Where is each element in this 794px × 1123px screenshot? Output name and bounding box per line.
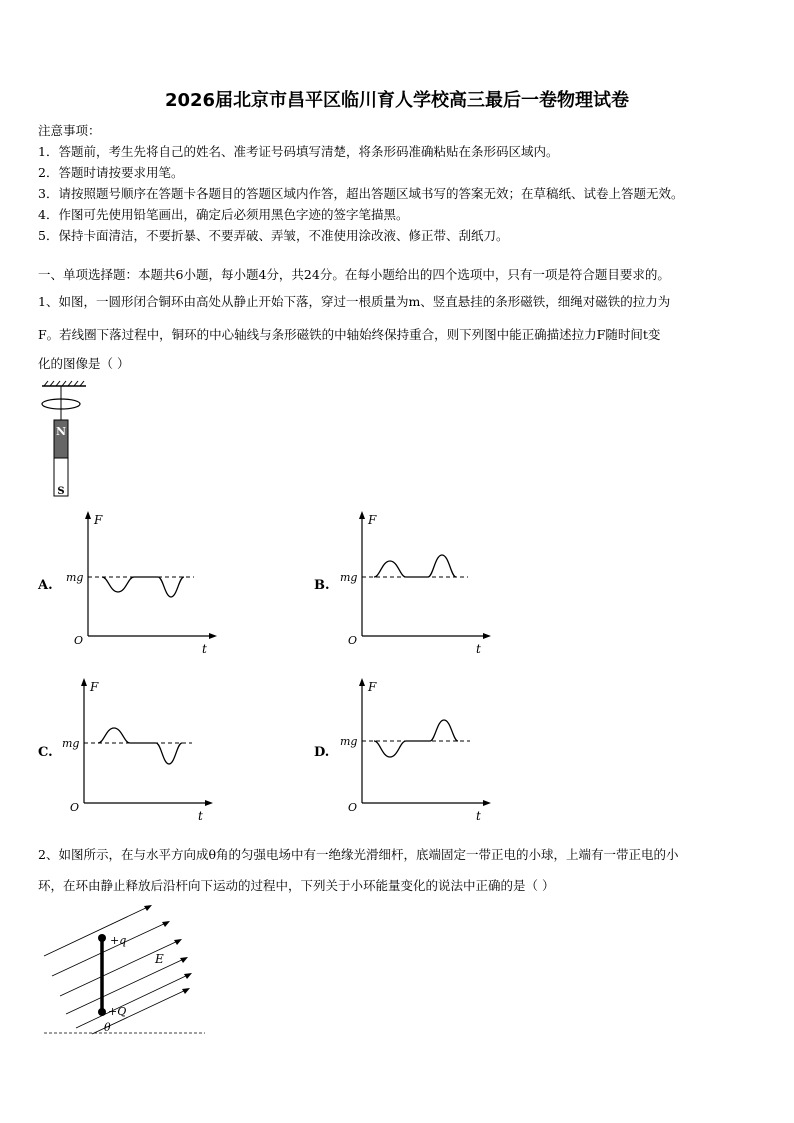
graph-a bbox=[62, 508, 222, 658]
q1-line-3: 化的图像是（ ） bbox=[38, 356, 130, 371]
q2-line-1: 2、如图所示，在与水平方向成θ角的匀强电场中有一绝缘光滑细杆，底端固定一带正电的小球，上端有一带正电的小 bbox=[38, 847, 679, 862]
q1-line-2: F。若线圈下落过程中，铜环的中心轴线与条形磁铁的中轴始终保持重合，则下列图中能正确描述拉力F随时间t变 bbox=[38, 327, 661, 342]
notice-item-2: 2．答题时请按要求用笔。 bbox=[38, 165, 184, 180]
option-d-label: D. bbox=[314, 745, 330, 760]
graph-d-origin: O bbox=[348, 801, 358, 814]
graph-c-y-label: F bbox=[90, 680, 99, 694]
notice-heading: 注意事项： bbox=[38, 123, 101, 138]
option-b-label: B. bbox=[314, 578, 330, 593]
graph-a-x-label: t bbox=[202, 642, 207, 656]
graph-b bbox=[336, 508, 496, 658]
magnet-figure bbox=[36, 380, 96, 500]
graph-b-ref: mg bbox=[340, 571, 358, 584]
graph-b-y-label: F bbox=[368, 513, 377, 527]
notice-item-4: 4．作图可先使用铅笔画出，确定后必须用黑色字迹的签字笔描黑。 bbox=[38, 207, 409, 222]
graph-c-origin: O bbox=[70, 801, 80, 814]
option-a-label: A. bbox=[38, 578, 53, 593]
magnet-n-label: N bbox=[55, 425, 67, 438]
graph-d-y-label: F bbox=[368, 680, 377, 694]
graph-b-x-label: t bbox=[476, 642, 481, 656]
graph-a-origin: O bbox=[74, 634, 84, 647]
section-heading: 一、单项选择题：本题共6小题，每小题4分，共24分。在每小题给出的四个选项中，只有一项是符合题目要求的。 bbox=[38, 267, 670, 282]
graph-c-ref: mg bbox=[62, 737, 80, 750]
notice-item-1: 1．答题前，考生先将自己的姓名、准考证号码填写清楚，将条形码准确粘贴在条形码区域内。 bbox=[38, 144, 559, 159]
electric-field-figure bbox=[40, 900, 220, 1040]
graph-a-y-label: F bbox=[94, 513, 103, 527]
field-e-label: E bbox=[155, 952, 164, 966]
graph-b-origin: O bbox=[348, 634, 358, 647]
graph-a-ref: mg bbox=[66, 571, 84, 584]
option-c-label: C. bbox=[38, 745, 53, 760]
q2-line-2: 环，在环由静止释放后沿杆向下运动的过程中，下列关于小环能量变化的说法中正确的是（ ） bbox=[38, 878, 555, 893]
graph-d-x-label: t bbox=[476, 809, 481, 823]
charge-q-label: +q bbox=[110, 934, 127, 947]
q1-line-1: 1、如图，一圆形闭合铜环由高处从静止开始下落，穿过一根质量为m、竖直悬挂的条形磁铁，细绳对磁铁的拉力为 bbox=[38, 294, 671, 309]
page-title: 2026届北京市昌平区临川育人学校高三最后一卷物理试卷 bbox=[164, 90, 630, 111]
notice-item-5: 5．保持卡面清洁，不要折暴、不要弄破、弄皱，不准使用涂改液、修正带、刮纸刀。 bbox=[38, 228, 509, 243]
graph-c bbox=[58, 675, 218, 825]
graph-d bbox=[336, 675, 496, 825]
charge-big-q-label: +Q bbox=[108, 1005, 127, 1018]
graph-c-x-label: t bbox=[198, 809, 203, 823]
notice-item-3: 3．请按照题号顺序在答题卡各题目的答题区域内作答，超出答题区域书写的答案无效；在草稿纸、试卷上答题无效。 bbox=[38, 186, 684, 201]
angle-theta-label: θ bbox=[104, 1021, 111, 1034]
magnet-s-label: S bbox=[57, 486, 65, 497]
graph-d-ref: mg bbox=[340, 735, 358, 748]
